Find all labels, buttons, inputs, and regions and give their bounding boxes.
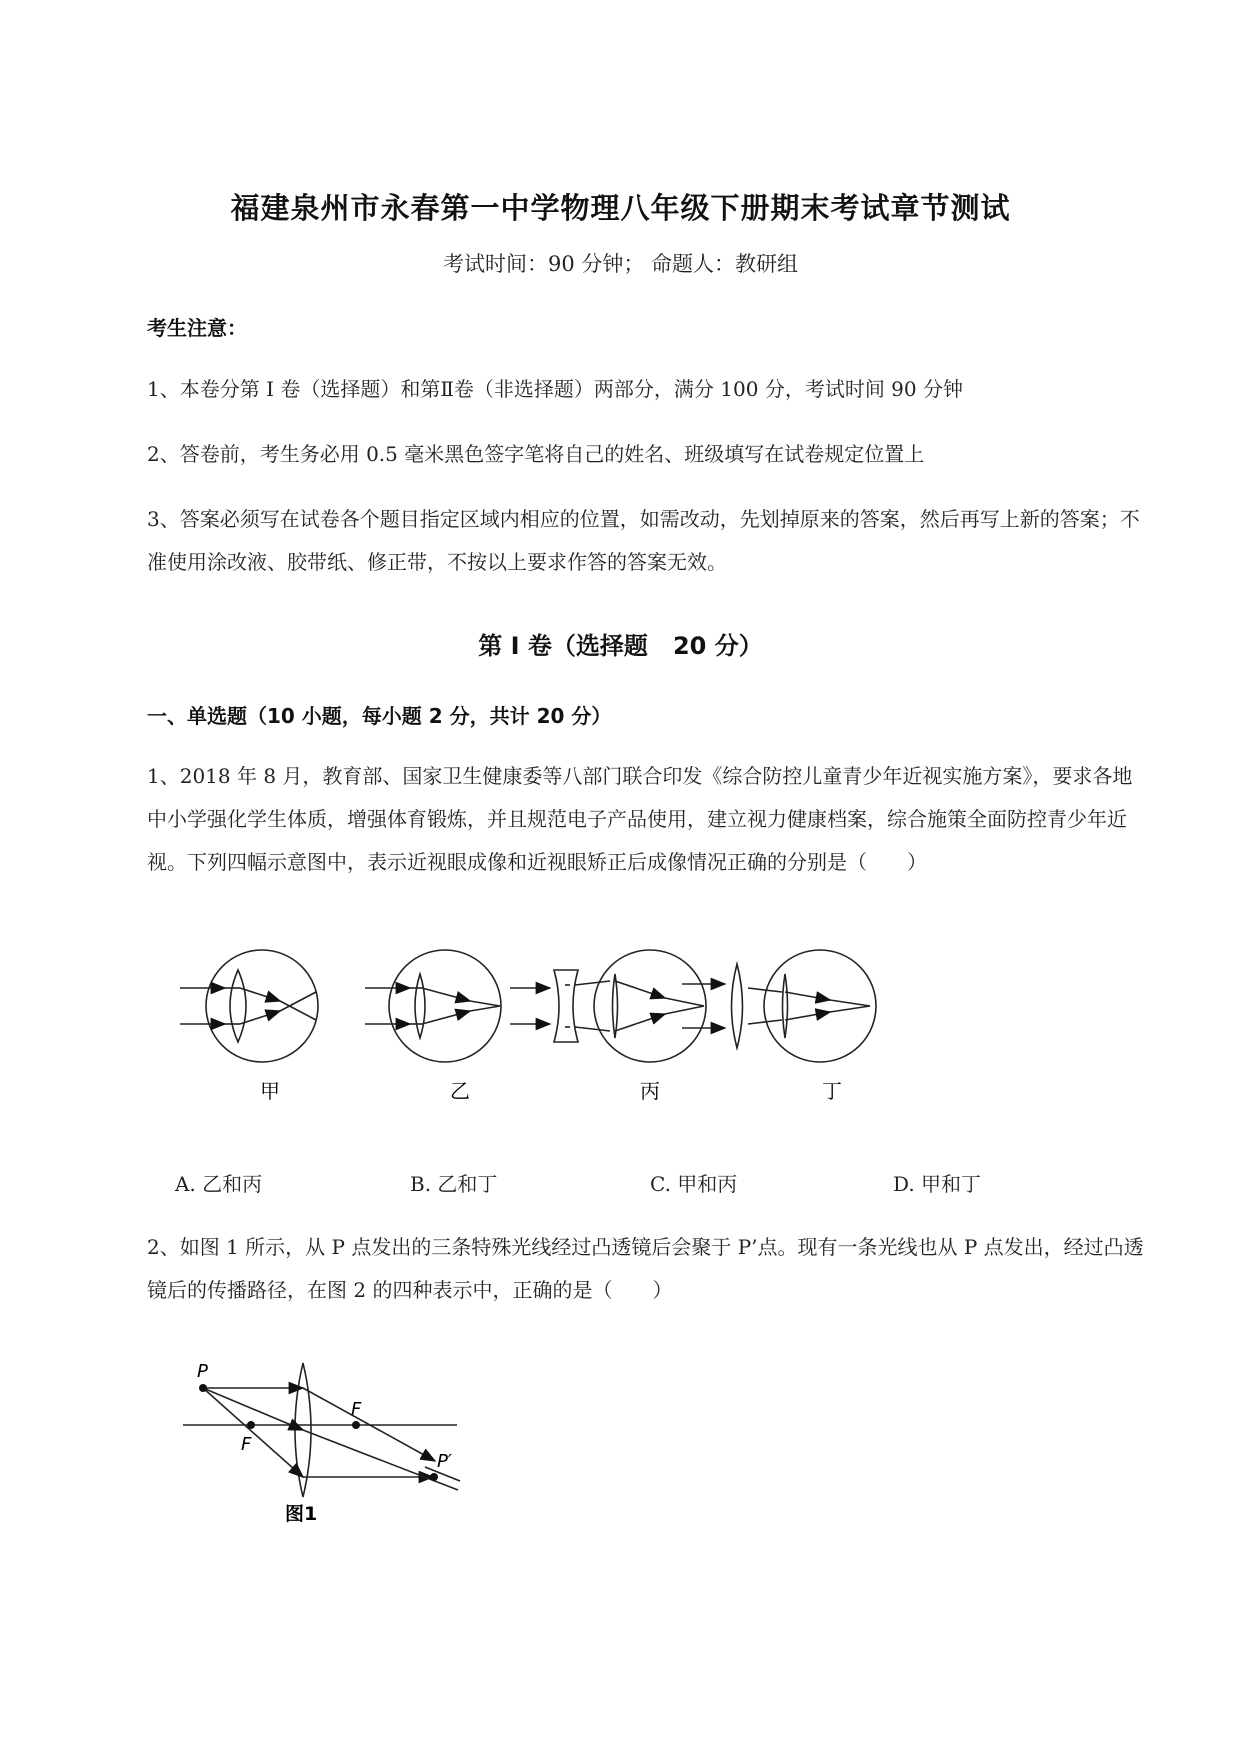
eye-diagrams-figure [170, 948, 950, 1128]
figure-label-jia: 甲 [260, 1079, 280, 1103]
figure-label-yi: 乙 [450, 1079, 470, 1103]
figure-label-bing: 丙 [640, 1079, 660, 1103]
notice-item-3: 3、答案必须写在试卷各个题目指定区域内相应的位置，如需改动，先划掉原来的答案，然后再写上新的答案；不准使用涂改液、胶带纸、修正带，不按以上要求作答的答案无效。 [147, 507, 1140, 574]
label-p: P [197, 1361, 208, 1382]
option-d[interactable]: D. 甲和丁 [893, 1172, 982, 1196]
convex-lens-figure [175, 1355, 475, 1525]
option-c[interactable]: C. 甲和丙 [650, 1172, 738, 1196]
exam-info: 考试时间：90 分钟； 命题人：教研组 [442, 252, 799, 276]
part-heading: 一、单选题（10 小题，每小题 2 分，共计 20 分） [147, 704, 612, 728]
option-b[interactable]: B. 乙和丁 [410, 1172, 498, 1196]
question-1-stem: 1、2018 年 8 月，教育部、国家卫生健康委等八部门联合印发《综合防控儿童青少年近视实施方案》，要求各地中小学强化学生体质，增强体育锻炼，并且规范电子产品使用，建立视力健康档案，综合施策全面防控青少年近视。下列四幅示意图中，表示近视眼成像和近视眼矫正后成像情况正确的分别是（ ） [147, 764, 1133, 874]
question-2-stem: 2、如图 1 所示，从 P 点发出的三条特殊光线经过凸透镜后会聚于 P’点。现有一条光线也从 P 点发出，经过凸透镜后的传播路径，在图 2 的四种表示中，正确的是（ ） [147, 1235, 1144, 1302]
figure-label-ding: 丁 [822, 1079, 842, 1103]
notice-heading: 考生注意： [147, 316, 247, 340]
notice-item-2: 2、答卷前，考生务必用 0.5 毫米黑色签字笔将自己的姓名、班级填写在试卷规定位置上 [147, 442, 925, 466]
notice-item-1: 1、本卷分第 I 卷（选择题）和第Ⅱ卷（非选择题）两部分，满分 100 分，考试时间 90 分钟 [147, 377, 963, 401]
option-a[interactable]: A. 乙和丙 [175, 1172, 263, 1196]
label-p-prime: P′ [437, 1451, 452, 1472]
section-title: 第 I 卷（选择题 20 分） [478, 632, 763, 660]
page-title: 福建泉州市永春第一中学物理八年级下册期末考试章节测试 [230, 191, 1011, 225]
figure-caption: 图1 [285, 1503, 318, 1525]
label-focus-lower: F [241, 1434, 252, 1455]
label-focus-upper: F [351, 1399, 362, 1420]
